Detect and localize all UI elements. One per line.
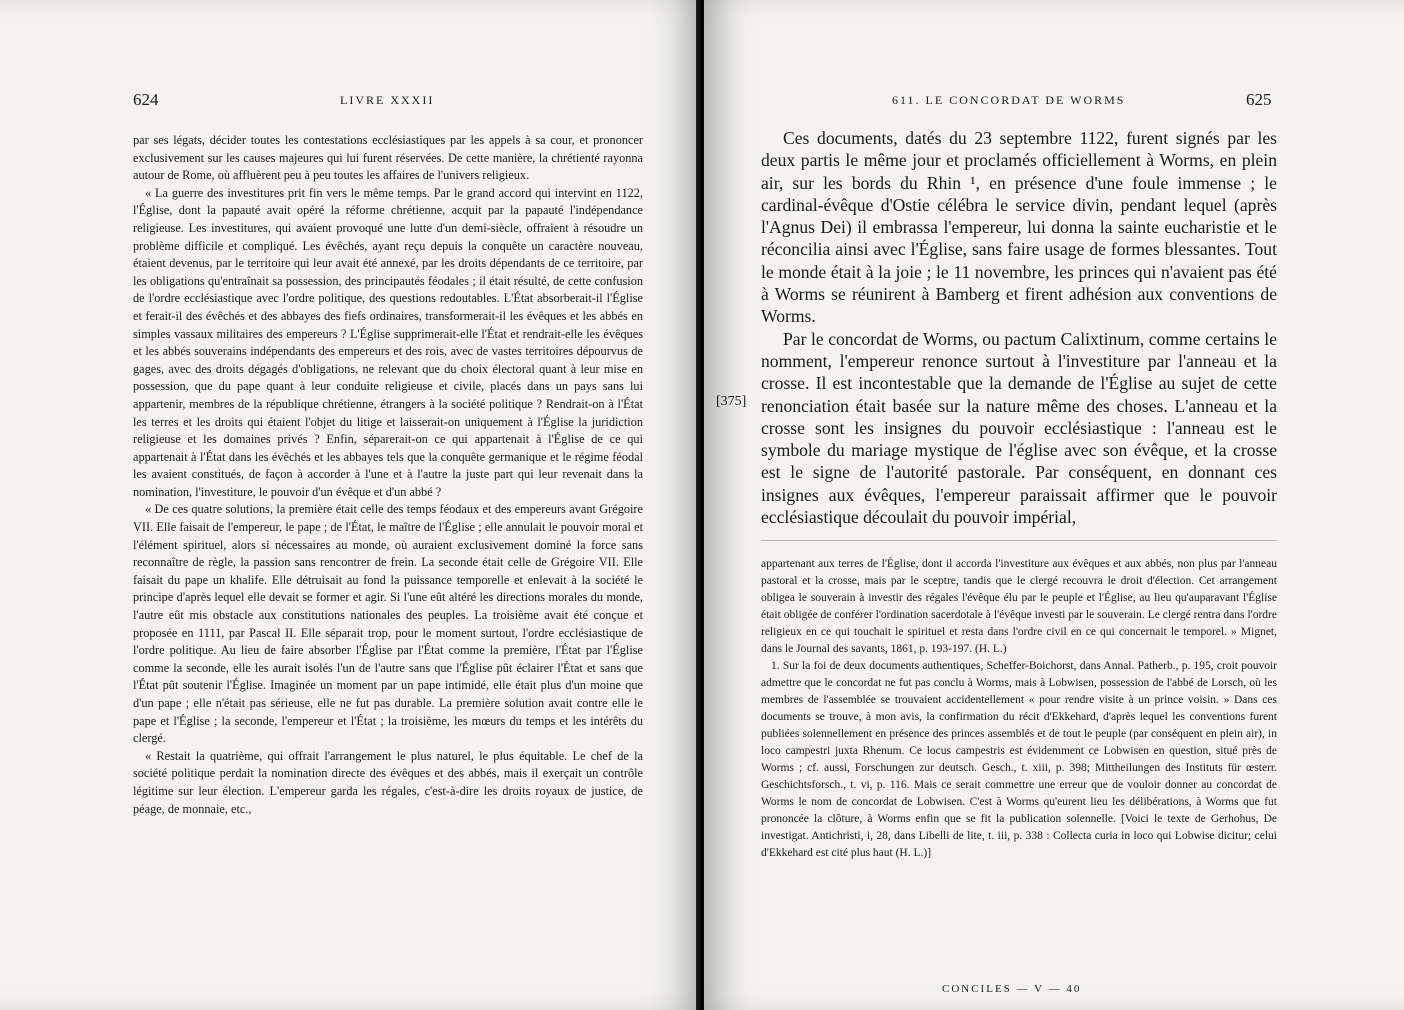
signature-mark: CONCILES — V — 40 [942,983,1082,995]
footnote-continuation: appartenant aux terres de l'Église, dont il accorda l'investiture aux évêques et aux abbés, non plus par l'anneau pastoral et la crosse, mais par le sceptre, tandis que le clergé recouvra le droit d'élection. Cet arrangement obligea le souverain à investir des régales l'évêque élu par le peuple et l'Église, au lieu qu'auparavant l'Église était obligée de conférer l'ordination sacerdotale à l'évêque investi par le souverain. Le clergé rentra dans l'ordre religieux en ce qui touchait le spirituel et resta dans l'ordre civil en ce qui concernait le temporel. » Mignet, dans le Journal des savants, 1861, p. 193-197. (H. L.) [761,558,1277,655]
right-paragraph: Par le concordat de Worms, ou pactum Calixtinum, comme certains le nomment, l'empereur renonce surtout à l'investiture par l'anneau et la crosse. Il est incontestable que la demande de l'Église au sujet de cette renonciation était basée sur la nature même des choses. L'anneau et la crosse sont les insignes du pouvoir ecclésiastique : l'anneau est le symbole du mariage mystique de l'église avec son évêque, et la crosse est le signe de l'autorité pastorale. Par conséquent, en donnant ces insignes aux évêques, l'empereur paraissait affirmer que le pouvoir ecclésiastique découlait du pouvoir impérial, [761,328,1277,528]
left-text-column [133,132,643,818]
right-footnotes [761,556,1277,862]
right-page-number: 625 [1246,90,1272,109]
right-main-text [761,127,1277,528]
left-paragraph: « Restait la quatrième, qui offrait l'arrangement le plus naturel, le plus équitable. Le chef de la société politique perdait la nomination directe des évêques et des abbés, mais il exerçait un contrôle légitime sur leur élection. L'empereur garda les régales, c'est-à-dire les droits royaux de justice, de péage, de monnaie, etc., [133,748,643,816]
right-paragraph: Ces documents, datés du 23 septembre 1122, furent signés par les deux partis le même jour et proclamés officiellement à Worms, en plein air, sur les bords du Rhin ¹, en présence d'une foule immense ; le cardinal-évêque d'Ostie célébra le service divin, pendant lequel (après l'Agnus Dei) il embrassa l'empereur, lui donna la sainte eucharistie et le réconcilia ainsi avec l'Église, sans faire usage de formes blessantes. Tout le monde était à la joie ; le 11 novembre, les princes qui n'avaient pas été à Worms se réunirent à Bamberg et firent adhésion aux conventions de Worms. [761,128,1277,327]
left-page-number: 624 [133,90,159,109]
footnote-divider [761,540,1277,541]
margin-note: [375] [716,394,747,409]
right-page [704,0,1404,1010]
footnote: 1. Sur la foi de deux documents authentiques, Scheffer-Boichorst, dans Annal. Patherb., p. 195, croit pouvoir admettre que le concordat ne fut pas conclu à Worms, mais à Lobwisen, possession de l'abbé de Lorsch, où les membres de l'assemblée se trouvaient accidentellement « pour rendre visite à un prince voisin. » Dans ces documents se trouve, à mon avis, la confirmation du récit d'Ekkehard, d'après lequel les conventions furent publiées solennellement en présence des princes assemblés et de tout le peuple (par conséquent en plein air), in loco campestri juxta Rhenum. Ce locus campestris est évidemment ce Lobwisen en question, situé près de Worms ; cf. aussi, Forschungen zur deutsch. Gesch., t. xiii, p. 398; Mittheilungen des Instituts für œsterr. Geschichtsforsch., t. vi, p. 116. Mais ce serait commettre une erreur que de vouloir donner au concordat de Worms le nom de concordat de Lobwisen. C'est à Worms qu'eurent lieu les délibérations, à Worms que fut prononcée la clôture, à Worms enfin que se fit la publication solennelle. [Voici le texte de Gerhohus, De investigat. Antichristi, i, 28, dans Libelli de lite, t. iii, p. 338 : Collecta curia in loco qui Lobwise dicitur; celui d'Ekkehard est cité plus haut (H. L.)] [761,660,1277,859]
left-paragraph: « La guerre des investitures prit fin vers le même temps. Par le grand accord qui intervint en 1122, l'Église, dont la papauté avait opéré la réforme chrétienne, acquit par la papauté l'indépendance religieuse. Les investitures, qui avaient provoqué une lutte d'un demi-siècle, offraient à résoudre un problème difficile et compliqué. Les évêchés, ayant reçu depuis la conquête un caractère nouveau, étaient devenus, par le territoire qui leur avait été annexé, par les droits dépendants de ce territoire, par les obligations qu'entraînait sa possession, des principautés féodales ; il était résulté, de cette confusion de l'ordre ecclésiastique avec l'ordre politique, des questions redoutables. L'État absorberait-il l'Église et ferait-il des évêchés et des abbayes des fiefs ordinaires, transformerait-il les évêques et les abbés en simples vassaux militaires des empereurs ? L'Église supprimerait-elle l'État et rendrait-elle les évêques et les abbés souverains indépendants des empereurs et des rois, avec de vastes territoires dépourvus de gages, avec des droits dégagés d'obligations, ne relevant que du choix électoral quant à leur mise en possession, que du pape quant à leur conduite religieuse et civile, placés dans un pays sans lui appartenir, membres de la république chrétienne, étrangers à la société politique ? Rendrait-on à l'État les terres et les droits qui étaient l'objet du litige et laisserait-on uniquement à l'Église la juridiction religieuse et les domaines privés ? Enfin, séparerait-on ce qui appartenait à l'Église de ce qui appartenait à l'État dans les évêchés et les abbayes tels que la conquête germanique et le régime féodal les avaient constitués, de façon à accorder à l'une et à l'autre la juste part qui leur revenait dans la nomination, l'investiture, le pouvoir d'un évêque et d'un abbé ? [133,185,643,499]
left-running-head: LIVRE XXXII [340,93,435,107]
left-paragraph: « De ces quatre solutions, la première était celle des temps féodaux et des empereurs avant Grégoire VII. Elle faisait de l'empereur, le pape ; de l'État, le maître de l'Église ; elle annulait le pouvoir moral et l'élément spirituel, alors si nécessaires au monde, où auraient exclusivement dominé la force sans reconnaître de règle, la passion sans rencontrer de frein. La seconde était celle de Grégoire VII. Elle faisait du pape un khalife. Elle détruisait au fond la puissance temporelle et enlevait à la société le principe d'après lequel elle devait se former et agir. Si l'une eût altéré les directions morales du monde, l'autre eût mis obstacle aux constitutions nationales des peuples. La troisième avait été conçue et proposée en 1111, par Pascal II. Elle séparait trop, pour le moment surtout, l'ordre ecclésiastique de l'ordre politique. Au lieu de faire absorber l'Église par l'État comme la première, l'État par l'Église comme la seconde, elle les aurait isolés l'un de l'autre sans que l'Église pût éclairer l'État et sans que l'État pût soutenir l'Église. Imaginée un moment par un pape intimidé, elle était plus d'un moine que d'un pape ; elle n'était pas sérieuse, elle ne fut pas durable. La première solution avait contre elle le pape et l'Église ; la seconde, l'empereur et l'État ; la troisième, les mœurs du temps et les intérêts du clergé. [133,502,643,746]
left-paragraph: par ses légats, décider toutes les contestations ecclésiastiques par les appels à sa cour, et prononcer exclusivement sur les causes majeures qui lui furent réservées. De cette manière, la chrétienté rayonna autour de Rome, où affluèrent peu à peu toutes les affaires de l'univers religieux. [133,133,643,183]
left-page [0,0,700,1010]
right-running-head: 611. LE CONCORDAT DE WORMS [892,93,1126,107]
